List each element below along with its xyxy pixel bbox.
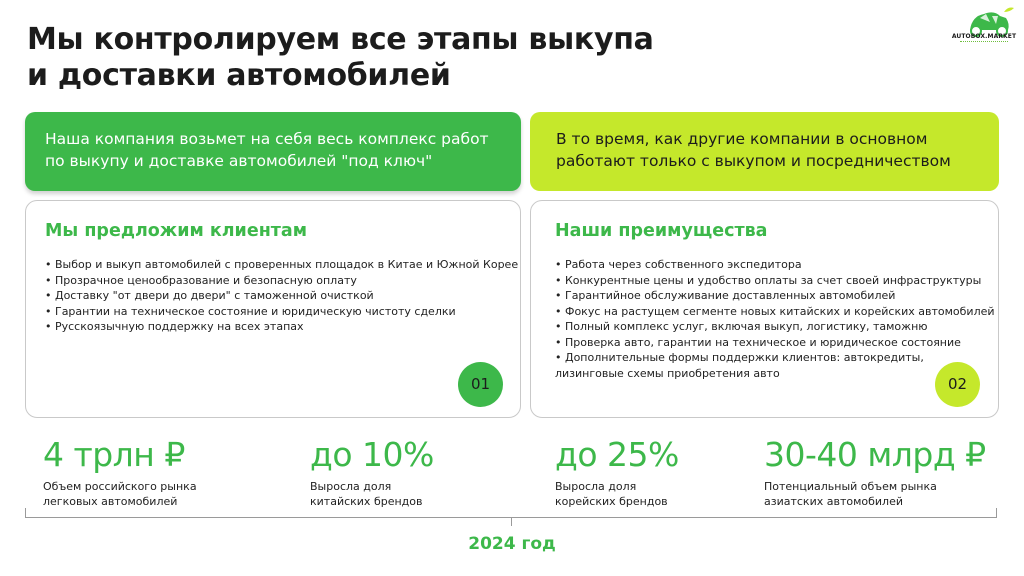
banner-other-companies	[530, 112, 999, 191]
page-title-line1: Мы контролируем все этапы выкупа	[27, 22, 654, 57]
card-left-number-badge: 01	[458, 362, 503, 407]
stat-desc-line: легковых автомобилей	[43, 495, 178, 508]
stat-chinese-share-value: до 10%	[310, 435, 434, 474]
list-item: лизинговые схемы приобретения авто	[555, 366, 780, 380]
card-right-title: Наши преимущества	[555, 221, 768, 241]
list-item: • Проверка авто, гарантии на техническое и юридическое состояние	[555, 335, 961, 349]
list-item: • Прозрачное ценообразование и безопасную оплату	[45, 273, 357, 287]
year-bracket	[25, 508, 997, 518]
stat-desc-line: корейских брендов	[555, 495, 668, 508]
stat-korean-share-value: до 25%	[555, 435, 679, 474]
logo-underline	[960, 41, 1008, 44]
stat-desc-line: Объем российского рынка	[43, 480, 197, 493]
list-item: • Конкурентные цены и удобство оплаты за счет своей инфраструктуры	[555, 273, 982, 287]
list-item: • Фокус на растущем сегменте новых китайских и корейских автомобилей	[555, 304, 995, 318]
page-title	[27, 22, 654, 94]
banner-our-company	[25, 112, 521, 191]
card-right-number-badge: 02	[935, 362, 980, 407]
page-title-line2: и доставки автомобилей	[27, 58, 451, 93]
year-bracket-tick	[511, 518, 512, 526]
banner-right-line1: В то время, как другие компании в основном	[556, 130, 928, 148]
stat-asian-potential-value: 30-40 млрд ₽	[764, 435, 986, 474]
stat-market-volume-value: 4 трлн ₽	[43, 435, 185, 474]
stat-chinese-share-desc	[310, 479, 422, 509]
list-item: • Дополнительные формы поддержки клиентов: автокредиты,	[555, 351, 924, 364]
stat-desc-line: Выросла доля	[310, 480, 392, 493]
stat-desc-line: Выросла доля	[555, 480, 637, 493]
banner-right-line2: работают только с выкупом и посредничеством	[556, 152, 951, 170]
stat-market-volume-desc	[43, 479, 197, 509]
stat-desc-line: азиатских автомобилей	[764, 495, 904, 508]
list-item: • Выбор и выкуп автомобилей с проверенных площадок в Китае и Южной Корее	[45, 258, 519, 271]
stat-desc-line: китайских брендов	[310, 495, 423, 508]
card-left-title: Мы предложим клиентам	[45, 221, 308, 241]
list-item: • Гарантийное обслуживание доставленных автомобилей	[555, 289, 896, 302]
banner-left-line1: Наша компания возьмет на себя весь комплекс работ	[45, 130, 489, 148]
year-label: 2024 год	[468, 534, 556, 554]
list-item: • Полный комплекс услуг, включая выкуп, логистику, таможню	[555, 320, 928, 333]
list-item: • Гарантии на техническое состояние и юридическую чистоту сделки	[45, 304, 456, 318]
stat-korean-share-desc	[555, 479, 668, 509]
card-left-list	[45, 257, 518, 335]
stat-asian-potential-desc	[764, 479, 937, 509]
stat-desc-line: Потенциальный объем рынка	[764, 480, 937, 493]
list-item: • Работа через собственного экспедитора	[555, 258, 802, 271]
card-our-advantages	[530, 200, 999, 418]
list-item: • Доставку "от двери до двери" с таможенной очисткой	[45, 289, 374, 302]
banner-left-line2: по выкупу и доставке автомобилей "под ключ"	[45, 152, 433, 170]
card-right-list	[555, 257, 995, 381]
logo-wordmark: AUTOBOX.MARKET	[951, 33, 1017, 40]
card-offer-clients	[25, 200, 521, 418]
list-item: • Русскоязычную поддержку на всех этапах	[45, 320, 304, 333]
